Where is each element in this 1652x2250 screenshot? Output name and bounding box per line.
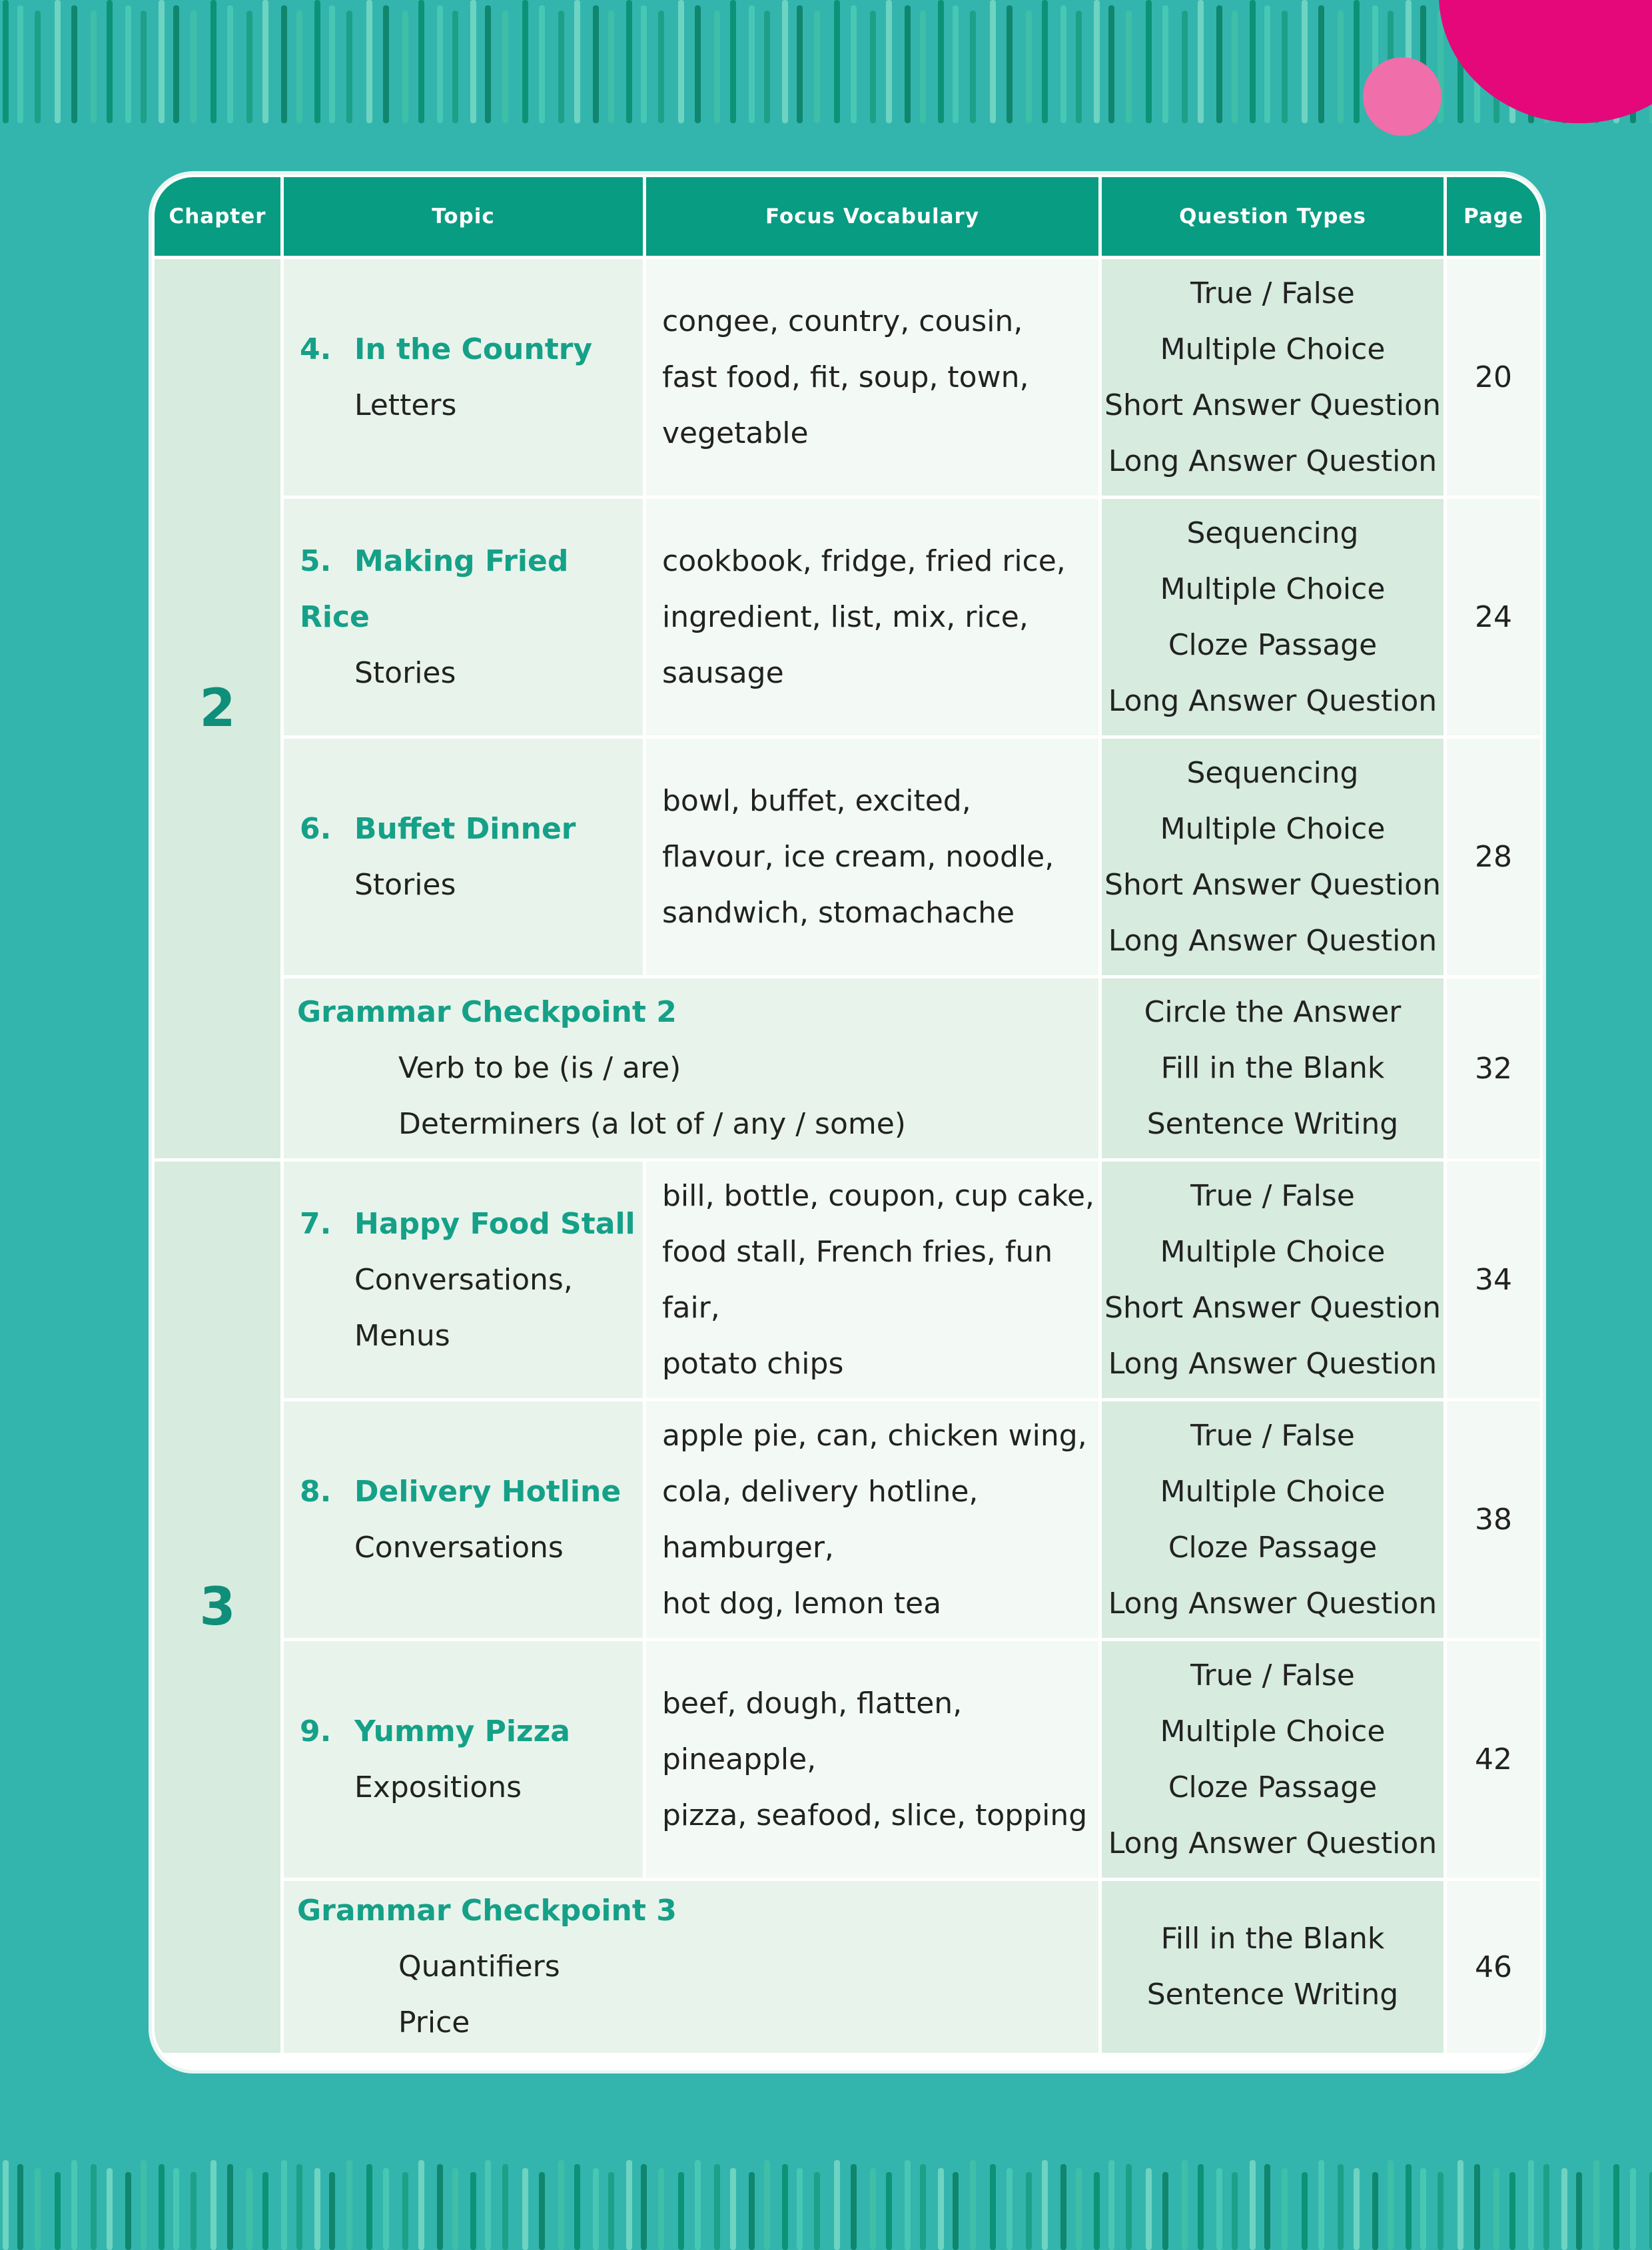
contents-table bbox=[155, 177, 1540, 2053]
vocab-cell bbox=[646, 256, 1102, 496]
unit-title: Delivery Hotline bbox=[354, 1474, 621, 1509]
question-type: Long Answer Question bbox=[1108, 1826, 1438, 1860]
question-type: Long Answer Question bbox=[1108, 1346, 1438, 1381]
topic-cell bbox=[284, 735, 646, 975]
unit-title: Yummy Pizza bbox=[354, 1714, 570, 1748]
question-type: Fill in the Blank bbox=[1160, 1922, 1385, 1956]
unit-number: 5. bbox=[300, 544, 332, 578]
vocab-line: bowl, buffet, excited, bbox=[662, 783, 971, 818]
unit-title: Happy Food Stall bbox=[354, 1206, 635, 1241]
vocab-line: bill, bottle, coupon, cup cake, bbox=[662, 1178, 1095, 1213]
vocab-line: apple pie, can, chicken wing, bbox=[662, 1418, 1087, 1453]
vocab-line: food stall, French fries, fun fair, bbox=[662, 1234, 1053, 1325]
chapter-number: 2 bbox=[155, 256, 284, 1158]
question-type: Circle the Answer bbox=[1144, 995, 1402, 1029]
unit-title: Making Fried Rice bbox=[300, 544, 569, 634]
question-type: Multiple Choice bbox=[1160, 1474, 1386, 1509]
small-pink-circle-decoration bbox=[1363, 57, 1442, 136]
question-type: Cloze Passage bbox=[1168, 1530, 1378, 1565]
question-types-cell bbox=[1102, 1638, 1447, 1878]
grammar-title: Grammar Checkpoint 2 bbox=[297, 995, 677, 1029]
header-chapter: Chapter bbox=[155, 177, 284, 256]
chapter-number: 3 bbox=[155, 1158, 284, 2053]
unit-genre: Letters bbox=[354, 388, 457, 422]
question-types-cell bbox=[1102, 975, 1447, 1158]
page-number: 42 bbox=[1447, 1638, 1540, 1878]
table-row bbox=[155, 256, 1540, 496]
header-row bbox=[155, 177, 1540, 256]
header-vocab: Focus Vocabulary bbox=[646, 177, 1102, 256]
grammar-row bbox=[155, 975, 1540, 1158]
header-page: Page bbox=[1447, 177, 1540, 256]
topic-cell bbox=[284, 1158, 646, 1398]
unit-title-line bbox=[300, 1196, 643, 1252]
question-type: Short Answer Question bbox=[1104, 1290, 1441, 1325]
unit-title-line bbox=[300, 322, 643, 378]
header-topic: Topic bbox=[284, 177, 646, 256]
unit-title-line bbox=[300, 1464, 643, 1520]
topic-cell bbox=[284, 496, 646, 735]
header-question-types: Question Types bbox=[1102, 177, 1447, 256]
vocab-line: cola, delivery hotline, hamburger, bbox=[662, 1474, 979, 1565]
grammar-item: Quantifiers bbox=[398, 1950, 560, 1984]
unit-number: 4. bbox=[300, 332, 332, 366]
question-type: Cloze Passage bbox=[1168, 627, 1378, 662]
question-types-cell bbox=[1102, 1878, 1447, 2053]
topic-cell bbox=[284, 256, 646, 496]
vocab-line: flavour, ice cream, noodle, bbox=[662, 839, 1054, 874]
question-type: True / False bbox=[1190, 276, 1355, 310]
question-type: Multiple Choice bbox=[1160, 1714, 1386, 1748]
unit-genre: Conversations, bbox=[354, 1262, 573, 1297]
vocab-line: sandwich, stomachache bbox=[662, 895, 1015, 930]
page-number: 28 bbox=[1447, 735, 1540, 975]
question-type: Multiple Choice bbox=[1160, 811, 1386, 846]
question-types-cell bbox=[1102, 1158, 1447, 1398]
table-row bbox=[155, 496, 1540, 735]
question-type: Sentence Writing bbox=[1146, 1978, 1399, 2012]
grammar-cell bbox=[284, 975, 1102, 1158]
vocab-line: pizza, seafood, slice, topping bbox=[662, 1798, 1088, 1832]
question-type: True / False bbox=[1190, 1658, 1355, 1692]
vocab-line: hot dog, lemon tea bbox=[662, 1586, 942, 1621]
table-row bbox=[155, 1398, 1540, 1638]
question-types-cell bbox=[1102, 496, 1447, 735]
question-type: Fill in the Blank bbox=[1160, 1051, 1385, 1085]
contents-card bbox=[152, 175, 1543, 2070]
question-type: Short Answer Question bbox=[1104, 388, 1441, 422]
page-number: 46 bbox=[1447, 1878, 1540, 2053]
unit-title-line bbox=[300, 801, 643, 857]
question-type: Long Answer Question bbox=[1108, 683, 1438, 718]
page-number: 34 bbox=[1447, 1158, 1540, 1398]
vocab-line: vegetable bbox=[662, 416, 809, 450]
vocab-line: congee, country, cousin, bbox=[662, 304, 1023, 338]
table-row bbox=[155, 1158, 1540, 1398]
question-type: Long Answer Question bbox=[1108, 1586, 1438, 1621]
unit-genre: Menus bbox=[354, 1318, 450, 1353]
table-row bbox=[155, 735, 1540, 975]
topic-cell bbox=[284, 1638, 646, 1878]
question-type: Cloze Passage bbox=[1168, 1770, 1378, 1804]
vocab-cell bbox=[646, 1158, 1102, 1398]
unit-title-line bbox=[300, 534, 643, 645]
vocab-line: beef, dough, flatten, pineapple, bbox=[662, 1686, 963, 1776]
grammar-item: Price bbox=[398, 2006, 470, 2040]
vocab-cell bbox=[646, 735, 1102, 975]
page-number: 32 bbox=[1447, 975, 1540, 1158]
unit-title-line bbox=[300, 1704, 643, 1760]
question-types-cell bbox=[1102, 1398, 1447, 1638]
topic-cell bbox=[284, 1398, 646, 1638]
question-types-cell bbox=[1102, 256, 1447, 496]
unit-number: 8. bbox=[300, 1474, 332, 1509]
unit-title: In the Country bbox=[354, 332, 593, 366]
unit-genre: Stories bbox=[354, 867, 456, 902]
vocab-cell bbox=[646, 1398, 1102, 1638]
page-number: 20 bbox=[1447, 256, 1540, 496]
grammar-title: Grammar Checkpoint 3 bbox=[297, 1894, 677, 1928]
question-type: Sentence Writing bbox=[1146, 1107, 1399, 1141]
question-type: Long Answer Question bbox=[1108, 923, 1438, 958]
question-type: Sequencing bbox=[1186, 755, 1359, 790]
vocab-line: potato chips bbox=[662, 1346, 844, 1381]
unit-title: Buffet Dinner bbox=[354, 811, 576, 846]
table-row bbox=[155, 1638, 1540, 1878]
unit-genre: Expositions bbox=[354, 1770, 522, 1804]
page-number: 24 bbox=[1447, 496, 1540, 735]
bottom-stripes-decoration bbox=[0, 2153, 1652, 2250]
page-number: 38 bbox=[1447, 1398, 1540, 1638]
unit-number: 9. bbox=[300, 1714, 332, 1748]
grammar-row bbox=[155, 1878, 1540, 2053]
question-type: Multiple Choice bbox=[1160, 1234, 1386, 1269]
question-type: Multiple Choice bbox=[1160, 332, 1386, 366]
question-type: Sequencing bbox=[1186, 516, 1359, 550]
grammar-item: Determiners (a lot of / any / some) bbox=[398, 1107, 906, 1141]
question-type: Short Answer Question bbox=[1104, 867, 1441, 902]
vocab-line: fast food, fit, soup, town, bbox=[662, 360, 1029, 394]
vocab-cell bbox=[646, 496, 1102, 735]
unit-genre: Conversations bbox=[354, 1530, 564, 1565]
question-type: True / False bbox=[1190, 1178, 1355, 1213]
question-type: True / False bbox=[1190, 1418, 1355, 1453]
grammar-item: Verb to be (is / are) bbox=[398, 1051, 681, 1085]
vocab-line: ingredient, list, mix, rice, sausage bbox=[662, 599, 1029, 690]
vocab-cell bbox=[646, 1638, 1102, 1878]
unit-number: 6. bbox=[300, 811, 332, 846]
grammar-cell bbox=[284, 1878, 1102, 2053]
vocab-line: cookbook, fridge, fried rice, bbox=[662, 544, 1066, 578]
unit-number: 7. bbox=[300, 1206, 332, 1241]
unit-genre: Stories bbox=[354, 655, 456, 690]
question-types-cell bbox=[1102, 735, 1447, 975]
question-type: Long Answer Question bbox=[1108, 444, 1438, 478]
question-type: Multiple Choice bbox=[1160, 571, 1386, 606]
